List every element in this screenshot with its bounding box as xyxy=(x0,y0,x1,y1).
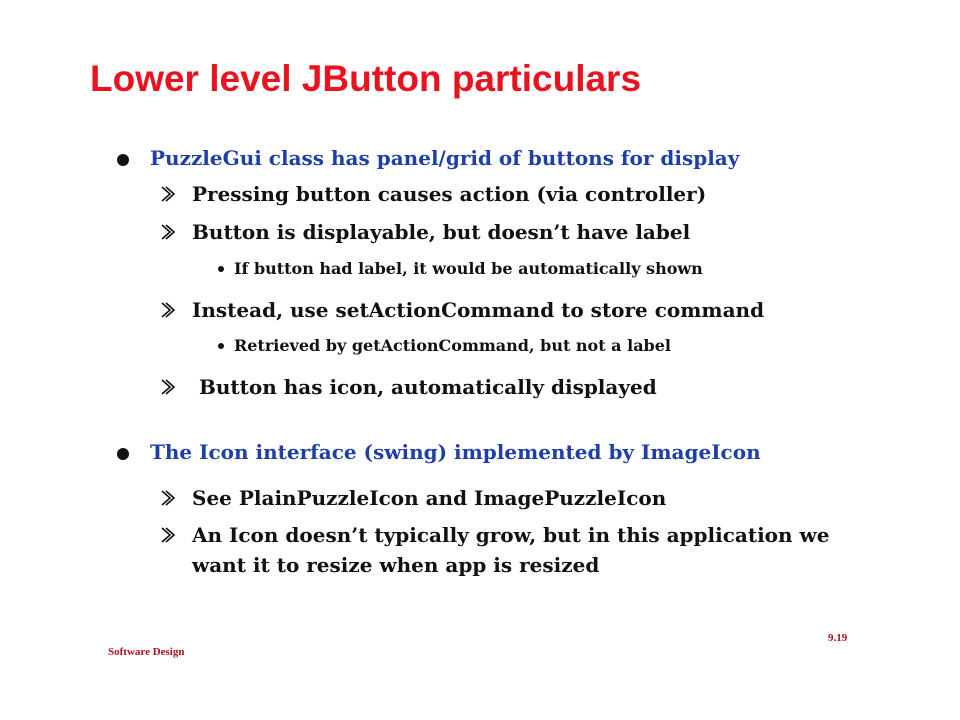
section-heading-2: The Icon interface (swing) implemented by ImageIcon xyxy=(150,440,761,464)
item-1-3: Instead, use setActionCommand to store command xyxy=(192,298,765,322)
subitem-1-3-1: Retrieved by getActionCommand, but not a label xyxy=(234,336,671,355)
slide-title: Lower level JButton particulars xyxy=(90,58,642,99)
arrow-bullet-icon xyxy=(160,222,178,242)
item-2-2: An Icon doesn’t typically grow, but in this application we want it to resize when app is resized xyxy=(192,523,830,577)
arrow-bullet-icon xyxy=(160,300,178,320)
item-1-4: Button has icon, automatically displayed xyxy=(192,375,657,399)
sub-bullet-icon xyxy=(218,266,224,272)
item-1-1: Pressing button causes action (via controller) xyxy=(192,182,707,206)
section-heading-1: PuzzleGui class has panel/grid of buttons for display xyxy=(150,146,740,170)
item-2-1: See PlainPuzzleIcon and ImagePuzzleIcon xyxy=(192,486,667,510)
sub-bullet-icon xyxy=(218,343,224,349)
bullet-icon xyxy=(117,448,129,460)
item-1-2: Button is displayable, but doesn’t have label xyxy=(192,220,691,244)
arrow-bullet-icon xyxy=(160,377,178,397)
subitem-1-2-1: If button had label, it would be automatically shown xyxy=(234,259,703,278)
footer-label: Software Design xyxy=(108,646,185,658)
bullet-icon xyxy=(117,154,129,166)
page-number: 9.19 xyxy=(828,632,848,644)
arrow-bullet-icon xyxy=(160,184,178,204)
arrow-bullet-icon xyxy=(160,488,178,508)
arrow-bullet-icon xyxy=(160,525,178,545)
